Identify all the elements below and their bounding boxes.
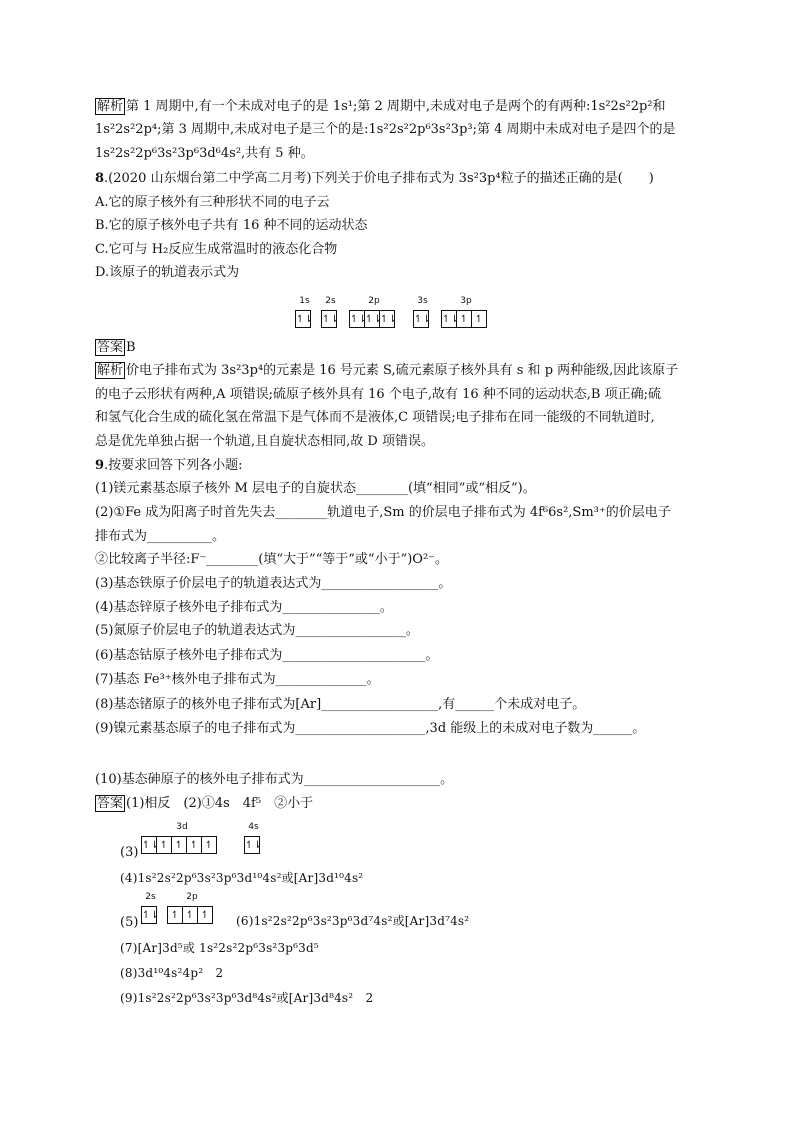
orbital-box: ↿ (167, 906, 183, 924)
orbital-box: ↿ (201, 836, 217, 854)
label-1s: 1s (299, 296, 310, 306)
line-text: (6)基态钴原子核外电子排布式为______________________。 (95, 648, 439, 663)
line-text: 第 1 周期中,有一个未成对电子的是 1s¹;第 2 周期中,未成对电子是两个的有两种:1s²2s²2p²和 (126, 99, 666, 114)
orbital-box: ↿⇂ (141, 906, 157, 924)
text-line (95, 599, 393, 617)
text-line (95, 720, 645, 738)
answer-8: (8)3d¹⁰4s²4p² 2 (120, 966, 224, 980)
label-3s: 3s (417, 296, 428, 306)
orbital-diagram-iron (142, 822, 272, 856)
orbital-box: ↿⇂ (413, 310, 429, 328)
text-line (95, 145, 314, 163)
label-2s: 2s (325, 296, 336, 306)
line-text: D.该原子的轨道表示式为 (95, 265, 240, 280)
answer-5-prefix: (5) (120, 915, 139, 930)
line-text: .(2020 山东烟台第二中学高二月考)下列关于价电子排布式为 3s²3p⁴粒子的描述正确的是( ) (104, 171, 654, 186)
text-line (95, 194, 330, 212)
answer-6: (6)1s²2s²2p⁶3s²3p⁶3d⁷4s²或[Ar]3d⁷4s² (236, 914, 470, 928)
text-line (95, 551, 448, 569)
text-line (95, 121, 676, 139)
orbital-box: ↿⇂ (321, 310, 337, 328)
orbital-diagram-nitrogen (142, 892, 232, 926)
question-number: 9 (95, 458, 105, 473)
text-line (95, 241, 337, 259)
orbital-box: ↿ (471, 310, 487, 328)
orbital-box: ↿ (456, 310, 472, 328)
text-line (95, 575, 451, 593)
line-text: (7)基态 Fe³⁺核外电子排布式为______________。 (95, 672, 380, 687)
text-line (95, 409, 655, 427)
text-line (95, 647, 438, 665)
orbital-box: ↿ (182, 906, 198, 924)
text-line (95, 528, 225, 546)
line-text: .按要求回答下列各小题: (104, 458, 243, 473)
answer-3-prefix: (3) (120, 845, 139, 860)
line-text: 总是优先单独占据一个轨道,且自旋状态相同,故 D 项错误。 (95, 434, 434, 449)
text-line (95, 264, 239, 282)
orbital-box: ↿ (197, 906, 213, 924)
text-line (95, 771, 453, 789)
orbital-box: ↿ (171, 836, 187, 854)
text-line (95, 671, 380, 689)
label-2p: 2p (186, 892, 198, 902)
text-line (95, 217, 368, 235)
line-text: (1)镁元素基态原子核外 M 层电子的自旋状态________(填“相同”或“相反”)。 (95, 481, 536, 496)
line-text: A.它的原子核外有三种形状不同的电子云 (95, 195, 330, 210)
label-3d: 3d (176, 822, 188, 832)
orbital-diagram-sulfur (296, 296, 506, 330)
section-tag: 解析 (97, 99, 124, 114)
answer-4: (4)1s²2s²2p⁶3s²3p⁶3d¹⁰4s²或[Ar]3d¹⁰4s² (120, 871, 364, 885)
question-number: 8 (95, 171, 105, 186)
line-text: ②比较离子半径:F⁻________(填“大于”“等于”或“小于”)O²⁻。 (95, 552, 449, 567)
line-text: 和氢气化合生成的硫化氢在常温下是气体而不是液体,C 项错误;电子排布在同一能级的不同轨道时, (95, 410, 655, 425)
line-text: (2)①Fe 成为阳离子时首先失去________轨道电子,Sm 的价层电子排布式为 4f⁶6s²,Sm³⁺的价层电子 (95, 505, 671, 520)
text-line (95, 696, 585, 714)
section-tag: 答案 (97, 340, 124, 355)
section-tag: 答案 (97, 796, 124, 811)
text-line (95, 480, 536, 498)
orbital-box: ↿⇂ (244, 836, 260, 854)
orbital-box: ↿⇂ (295, 310, 311, 328)
label-3p: 3p (460, 296, 472, 306)
section-tag: 解析 (97, 363, 124, 378)
line-text: (1)相反 (2)①4s 4f⁵ ②小于 (126, 796, 314, 811)
line-text: (3)基态铁原子价层电子的轨道表达式为__________________。 (95, 576, 452, 591)
text-line (95, 622, 419, 640)
text-line (95, 386, 661, 404)
orbital-box: ↿⇂ (441, 310, 457, 328)
line-text: (9)镍元素基态原子的电子排布式为____________________,3d 能级上的未成对电子数为______。 (95, 721, 646, 736)
label-2s: 2s (145, 892, 156, 902)
text-line (95, 170, 654, 188)
line-text: (10)基态砷原子的核外电子排布式为_____________________。 (95, 772, 454, 787)
label-2p: 2p (368, 296, 380, 306)
label-4s: 4s (248, 822, 259, 832)
line-text: 排布式为__________。 (95, 529, 226, 544)
text-line (95, 339, 136, 357)
orbital-box: ↿⇂ (141, 836, 157, 854)
answer-7: (7)[Ar]3d⁵或 1s²2s²2p⁶3s²3p⁶3d⁵ (120, 941, 319, 955)
line-text: B.它的原子核外电子共有 16 种不同的运动状态 (95, 218, 368, 233)
orbital-box: ↿⇂ (379, 310, 395, 328)
text-line (95, 433, 434, 451)
text-line (95, 457, 243, 475)
line-text: 1s²2s²2p⁴;第 3 周期中,未成对电子是三个的是:1s²2s²2p⁶3s²3p³;第 4 周期中未成对电子是四个的是 (95, 122, 676, 137)
line-text: 价电子排布式为 3s²3p⁴的元素是 16 号元素 S,硫元素原子核外具有 s 和 p 两种能级,因此该原子 (126, 363, 679, 378)
orbital-box: ↿⇂ (349, 310, 365, 328)
text-line (95, 504, 671, 522)
text-line (95, 795, 313, 813)
line-text: 1s²2s²2p⁶3s²3p⁶3d⁶4s²,共有 5 种。 (95, 146, 314, 161)
line-text: (5)氮原子价层电子的轨道表达式为_________________。 (95, 623, 419, 638)
text-line (95, 98, 666, 116)
line-text: (8)基态锗原子的核外电子排布式为[Ar]__________________,有______个未成对电子。 (95, 697, 586, 712)
text-line (95, 362, 678, 380)
line-text: C.它可与 H₂反应生成常温时的液态化合物 (95, 242, 338, 257)
line-text: (4)基态锌原子核外电子排布式为_______________。 (95, 600, 393, 615)
orbital-box: ↿⇂ (364, 310, 380, 328)
orbital-box: ↿ (186, 836, 202, 854)
line-text: B (126, 340, 136, 355)
orbital-box: ↿ (156, 836, 172, 854)
answer-9: (9)1s²2s²2p⁶3s²3p⁶3d⁸4s²或[Ar]3d⁸4s² 2 (120, 991, 374, 1005)
line-text: 的电子云形状有两种,A 项错误;硫原子核外具有 16 个电子,故有 16 种不同的运动状态,B 项正确;硫 (95, 387, 661, 402)
